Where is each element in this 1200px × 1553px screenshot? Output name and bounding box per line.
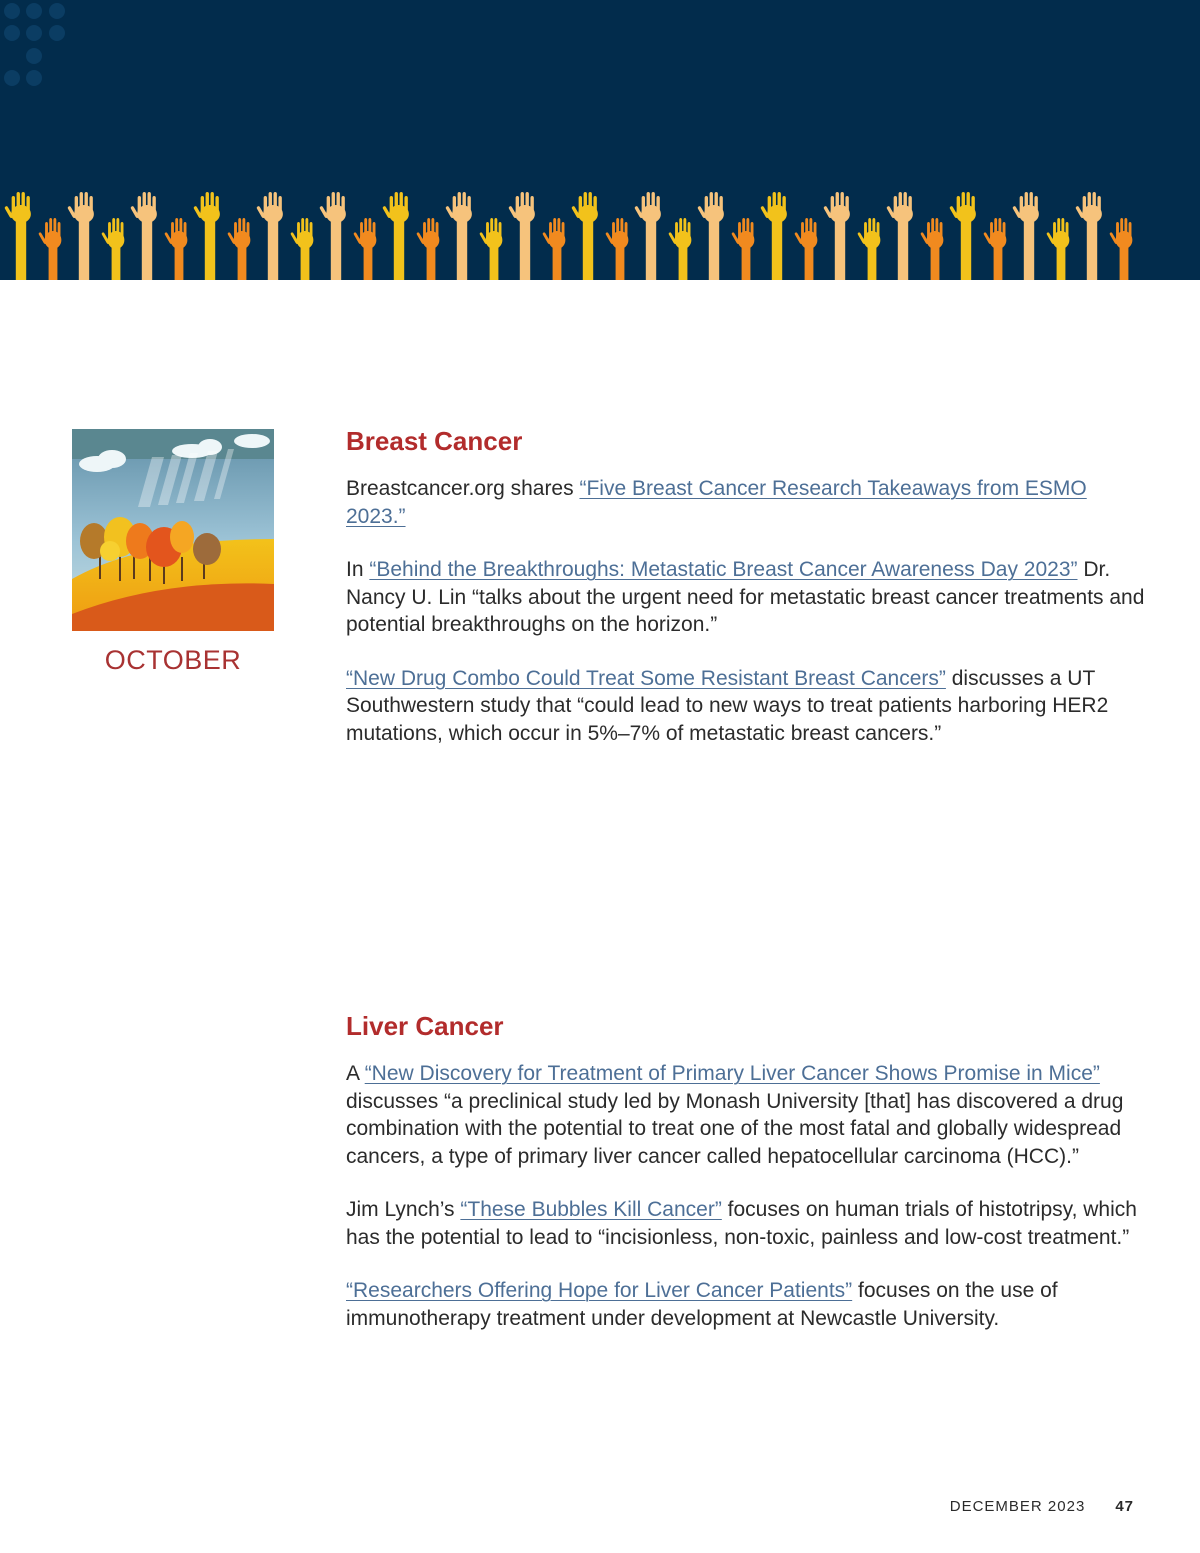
raised-hand-icon [445, 192, 472, 280]
page-footer [950, 1498, 1134, 1515]
paragraph [346, 1196, 1146, 1251]
raised-hand-icon [4, 192, 31, 280]
paragraph [346, 556, 1146, 639]
paragraph-text: Breastcancer.org shares [346, 477, 580, 500]
raised-hand-icon [949, 192, 976, 280]
raised-hand-icon [731, 218, 754, 280]
liver-cancer-section [346, 1011, 1146, 1332]
autumn-trees-rain-icon [72, 429, 274, 631]
raised-hands-illustration [0, 180, 1200, 280]
paragraph [346, 1060, 1146, 1170]
article-link[interactable]: “Behind the Breakthroughs: Metastatic Breast Cancer Awareness Day 2023” [369, 558, 1078, 581]
raised-hand-icon [668, 218, 691, 280]
raised-hand-icon [983, 218, 1006, 280]
raised-hand-icon [508, 192, 535, 280]
raised-hand-icon [1075, 192, 1102, 280]
paragraph [346, 665, 1146, 748]
breast-cancer-section [346, 426, 1146, 747]
raised-hand-icon [634, 192, 661, 280]
raised-hand-icon [164, 218, 187, 280]
raised-hand-icon [760, 192, 787, 280]
issue-date: DECEMBER 2023 [949, 1498, 1086, 1515]
raised-hand-icon [479, 218, 502, 280]
article-link[interactable]: “New Drug Combo Could Treat Some Resistant Breast Cancers” [346, 666, 946, 690]
raised-hand-icon [1109, 218, 1132, 280]
section-title: Breast Cancer [346, 426, 523, 456]
paragraph [346, 475, 1146, 530]
article-link[interactable]: “These Bubbles Kill Cancer” [460, 1198, 722, 1221]
page-number: 47 [1115, 1498, 1134, 1515]
paragraph-text: A [346, 1062, 365, 1085]
article-link[interactable]: “New Discovery for Treatment of Primary Liver Cancer Shows Promise in Mice” [364, 1062, 1100, 1085]
raised-hand-icon [1046, 218, 1069, 280]
paragraph-text: In [346, 558, 370, 581]
raised-hand-icon [38, 218, 61, 280]
paragraph-text: discusses “a preclinical study led by Monash University [that] has discovered a drug combination with the potential to treat one of the most fatal and globally widespread cancers, a type of primary liver cancer called hepatocellular carcinoma (HCC).” [346, 1089, 1124, 1168]
raised-hand-icon [605, 218, 628, 280]
raised-hand-icon [353, 218, 376, 280]
raised-hand-icon [416, 218, 439, 280]
raised-hand-icon [101, 218, 124, 280]
raised-hand-icon [67, 192, 94, 280]
raised-hand-icon [823, 192, 850, 280]
article-link[interactable]: “Five Breast Cancer Research Takeaways from ESMO 2023.” [346, 477, 1087, 528]
section-title: Liver Cancer [346, 1011, 504, 1041]
header-banner [0, 0, 1200, 280]
paragraph-text: focuses on the use of immunotherapy treatment under development at Newcastle University. [346, 1279, 1058, 1330]
raised-hand-icon [227, 218, 250, 280]
paragraph-text: discusses a UT Southwestern study that “could lead to new ways to treat patients harboring HER2 mutations, which occur in 5%–7% of metastatic breast cancers.” [346, 666, 1109, 745]
raised-hand-icon [130, 192, 157, 280]
paragraph-text: focuses on human trials of histotripsy, which has the potential to lead to “incisionless, non-toxic, painless and low-cost treatment.” [346, 1198, 1137, 1249]
raised-hand-icon [382, 192, 409, 280]
raised-hand-icon [193, 192, 220, 280]
raised-hand-icon [290, 218, 313, 280]
raised-hand-icon [697, 192, 724, 280]
paragraph-text: Dr. Nancy U. Lin “talks about the urgent need for metastatic breast cancer treatments and potential breakthroughs on the horizon.” [346, 558, 1145, 636]
raised-hand-icon [794, 218, 817, 280]
raised-hand-icon [319, 192, 346, 280]
raised-hand-icon [256, 192, 283, 280]
paragraph [346, 1277, 1146, 1332]
raised-hand-icon [1012, 192, 1039, 280]
raised-hand-icon [920, 218, 943, 280]
raised-hand-icon [542, 218, 565, 280]
month-label: OCTOBER [104, 645, 242, 675]
dot-pattern-icon [0, 0, 80, 90]
raised-hand-icon [571, 192, 598, 280]
raised-hand-icon [886, 192, 913, 280]
month-sidebar [72, 429, 274, 675]
article-link[interactable]: “Researchers Offering Hope for Liver Cancer Patients” [346, 1279, 853, 1302]
raised-hand-icon [857, 218, 880, 280]
paragraph-text: Jim Lynch’s [346, 1198, 461, 1221]
